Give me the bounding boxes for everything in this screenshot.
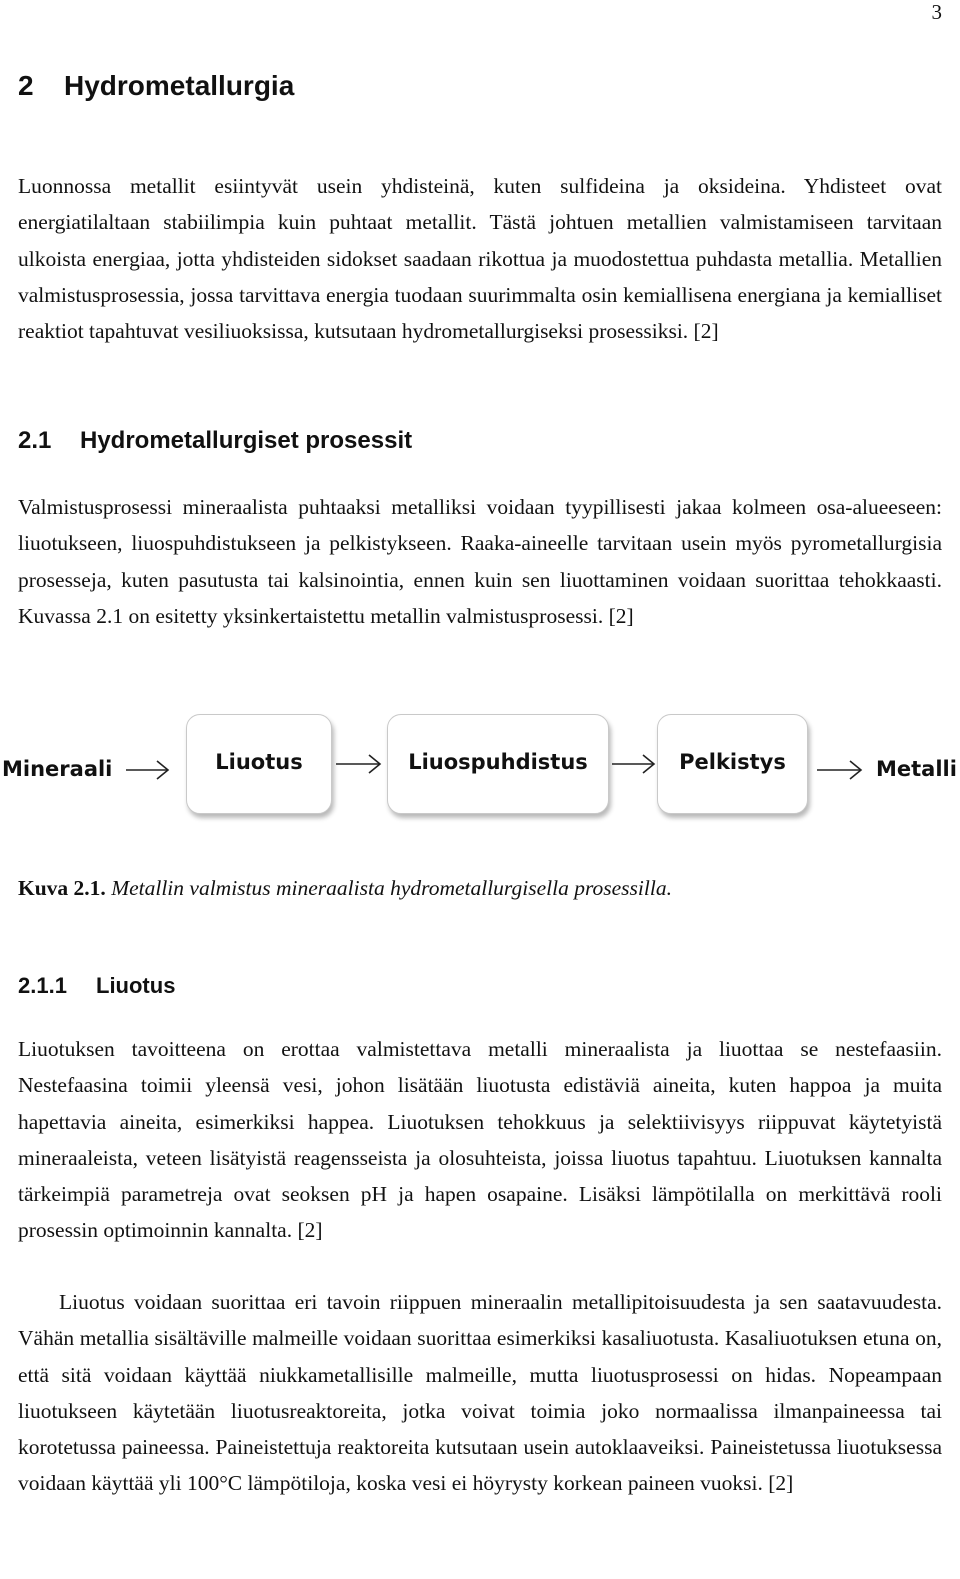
paragraph-leaching: Liuotuksen tavoitteena on erottaa valmistettava metalli mineraalista ja liuottaa se nestefaasiin. Nestefaasina toimii yleensä vesi, johon lisätään liuotusta edistäviä aineita, kuten happoa ja muita hapettavia aineita, esimerkiksi happea. Liuotuksen tehokkuus ja selektiivisyys riippuvat käytetyistä mineraaleista, veteen lisätyistä reagensseista ja olosuhteista, joissa liuotus tapahtuu. Liuotuksen kannalta tärkeimpiä parametreja ovat seoksen pH ja hapen osapaine. Lisäksi lämpötilalla on merkittävä rooli prosessin optimoinnin kannalta. [2]: [18, 1037, 942, 1243]
chapter-number: 2: [18, 70, 34, 101]
subsection-heading: [18, 970, 175, 1002]
flow-step-pelkistys: Pelkistys: [657, 714, 808, 814]
flow-step-liuospuhdistus: Liuospuhdistus: [387, 714, 609, 814]
section-title: Hydrometallurgiset prosessit: [80, 427, 413, 454]
paragraph-leaching-methods: Liuotus voidaan suorittaa eri tavoin riippuen mineraalin metallipitoisuudesta ja sen saatavuudesta. Vähän metallia sisältäville malmeille voidaan suorittaa esimerkiksi kasaliuotusta. Kasaliuotuksen etuna on, että sitä voidaan käyttää niukkametallisille malmeille, mutta liuotusprosessi on hidas. Nopeampaan liuotukseen käytetään liuotusreaktoreita, jotka voivat toimia joko normaalissa ilmanpaineessa tai korotetussa paineessa. Paineistettuja reaktoreita kutsutaan usein autoklaaveiksi. Paineistetussa liuotuksessa voidaan käyttää yli 100°C lämpötiloja, koska vesi ei höyrysty korkean paineen vuoksi. [2]: [18, 1290, 942, 1496]
process-flow-diagram: [0, 700, 960, 830]
arrow-icon: [336, 753, 382, 775]
arrow-icon: [126, 759, 170, 781]
caption-text: Metallin valmistus mineraalista hydrometallurgisella prosessilla.: [111, 876, 672, 900]
chapter-heading: [18, 68, 294, 104]
arrow-icon: [817, 759, 863, 781]
flow-start-label: Mineraali: [2, 757, 113, 781]
section-number: 2.1: [18, 427, 52, 454]
chapter-title: Hydrometallurgia: [64, 70, 295, 101]
caption-label: Kuva 2.1.: [18, 876, 106, 900]
page-number: 3: [931, 0, 942, 24]
figure-caption: [18, 871, 672, 905]
section-heading: [18, 424, 412, 458]
flow-step-liuotus: Liuotus: [186, 714, 332, 814]
arrow-icon: [612, 753, 656, 775]
subsection-number: 2.1.1: [18, 973, 67, 998]
paragraph-process-overview: Valmistusprosessi mineraalista puhtaaksi metalliksi voidaan tyypillisesti jakaa kolmeen osa-alueeseen: liuotukseen, liuospuhdistukseen ja pelkistykseen. Raaka-aineelle tarvitaan usein myös pyrometallurgisia prosesseja, kuten pasutusta tai kalsinointia, ennen kuin sen liuottaminen voidaan suorittaa tehokkaasti. Kuvassa 2.1 on esitetty yksinkertaistettu metallin valmistusprosessi. [2]: [18, 495, 942, 628]
subsection-title: Liuotus: [96, 973, 176, 998]
paragraph-intro: Luonnossa metallit esiintyvät usein yhdisteinä, kuten sulfideina ja oksideina. Yhdisteet ovat energiatilaltaan stabiilimpia kuin puhtaat metallit. Tästä johtuen metallien valmistamiseen tarvitaan ulkoista energiaa, jotta yhdisteiden sidokset saadaan rikottua ja muodostettua puhdasta metallia. Metallien valmistusprosessia, jossa tarvittava energia tuodaan suurimmalta osin kemiallisena energiana ja kemialliset reaktiot tapahtuvat vesiliuoksissa, kutsutaan hydrometallurgiseksi prosessiksi. [2]: [18, 174, 942, 344]
flow-end-label: Metalli: [876, 757, 957, 781]
